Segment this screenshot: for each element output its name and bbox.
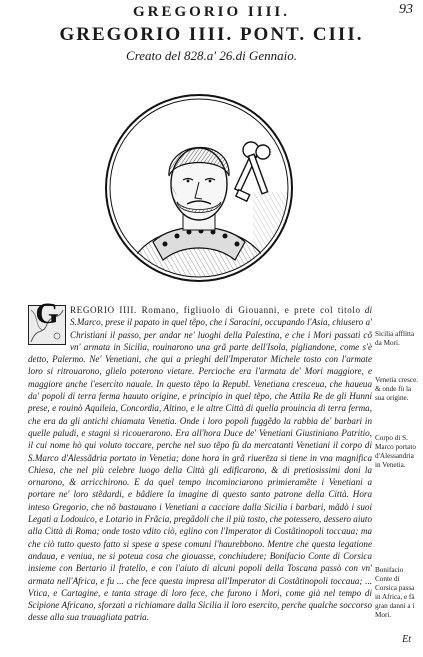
page-subtitle: Creato del 828.a' 26.di Gennaio. (126, 48, 297, 63)
running-head: GREGORIO IIII. (132, 4, 291, 20)
side-note: Venetia cresce. & onde fù la sua origine. (375, 376, 419, 402)
paragraph-lead: REGORIO IIII. Romano, figliuolo di Giouanni, e prete col titolo (70, 305, 361, 315)
decorated-initial (28, 297, 66, 345)
body-paragraph (28, 297, 372, 624)
catchword: Et (402, 634, 411, 645)
side-note: Bonifacio Conte di Corsica passa in Africa, e fà gran danni a i Mori. (375, 566, 415, 619)
drop-cap-letter: G (35, 297, 59, 330)
side-note: Sicilia afflitta da Mori. (375, 330, 415, 347)
side-note: Corpo di S. Marco portato d'Alessandria in Venetia. (375, 434, 416, 469)
paragraph-text: di S.Marco, prese il papato in quel tẽpo, che i Saracini, occupando l'Asia, chiusero a' Christiani il passo, per andar ne' luoghi della Palestina, e che i Mori passati cõ vn' armata in Sicilia, rouinarono una grã parte dell'Isola, pigliandone, come s'è detto, Palermo. Ne' Venetiani, che qui a prieghi dell'Imperator Michele tosto con l'armate loro si ritrouarono, glielo poterono vietare. Percioche era l'armata de' Mori maggiore, e maggiore anche l'esercito nauale. In questo tẽpo la Republ. Venetiana cresceua, che haueua da' popoli di terra ferma hauuto origine, e principio in quel tẽpo, che Attila Re de gli Hunni prese, e rouinò Aquileia, Concordia, Altino, e le altre Città di quella prouincia di terra ferma, che era da gli antichi chiamata Venetia. Onde i loro popoli fuggẽdo la rabbia de' barbari in quelle paludi, e stagni si ricouerarono. Era all'hora Duce de' Venetiani Giustiniano Patritio, il cui nome hò qui voluto toccare, perche nel suo tẽpo fù da mercatanti Venetiani il corpo di S.Marco d'Alessãdria portato in Venetia; done hora in grã riuerēza si tiene in vna magnifica Chiesa, che nel più celebre luogo della Città gli edificarono, & di pretiosissimi doni la ornarono, & arricchirono. E da quel tempo incominciarono primieramẽte i Venetiani a portare ne' loro stẽdardi, e bãdiere la imagine di questo santo patrone della Città. Hora inteso Gregorio, che nõ bastauano i Venetiani a cacciare dalla Sicilia i barbari, mãdò i suoi Legati a Lodouico, e Lotario in Frãcia, pregãdoli che il più tosto, che potessero, dessero aiuto alla Città di Roma; onde tosto vdito ciò, eglino con l'Imperator di Costãtinopoli toccaua; ma che ciò tutto questo fatto si spese a spese comuni l'haurebbono. Mentre che questa legatione andaua, e veniua, ne si poteua cosa che giouasse, conchiudere; Bonifacio Conte di Corsica insieme con Bertario il fratello, e con l'aiuto di alcuni popoli della Toscana passò con vn' armata nell'Africa, e fu ... che fece questa impresa all'Imperator di Costãtinopoli toccaua; ... Vtica, e Cartagine, e tanta strage di loro fece, che furono i Mori, come già nel tempo di Scipione Africano, sforzati a richiamare dalla Sicilia il loro esercito, perche qualche soccorso desse alla sua trauagliata patria. (28, 305, 372, 623)
page-title: GREGORIO IIII. PONT. CIII. (59, 24, 364, 45)
page-number: 93 (399, 2, 413, 17)
pope-portrait-medallion (103, 92, 295, 284)
portrait-engraving-icon (103, 92, 295, 284)
